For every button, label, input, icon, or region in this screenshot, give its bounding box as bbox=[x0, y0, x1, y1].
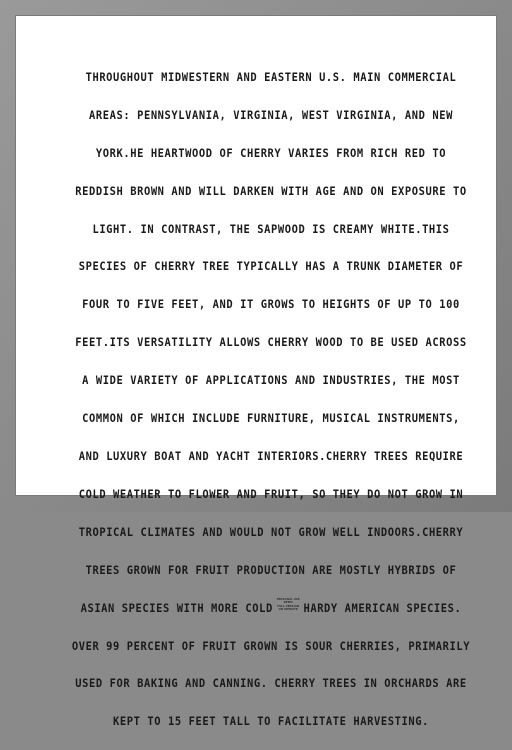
stamp-line: ON WEBSITE bbox=[278, 606, 298, 611]
paragraph-line: SPECIES OF CHERRY TREE TYPICALLY HAS A TRUNK DIAMETER OF bbox=[78, 259, 464, 274]
paragraph-line: AND LUXURY BOAT AND YACHT INTERIORS.CHERRY TREES REQUIRE bbox=[78, 449, 464, 464]
text-panel bbox=[15, 15, 497, 729]
stamp-line: PERSONAL USE bbox=[276, 597, 300, 602]
paragraph-line: FOUR TO FIVE FEET, AND IT GROWS TO HEIGHTS OF UP TO 100 bbox=[82, 297, 460, 312]
paragraph-line: USED FOR BAKING AND CANNING. CHERRY TREES IN ORCHARDS ARE bbox=[75, 676, 467, 691]
stamp-line: FULL VERSION bbox=[277, 603, 300, 608]
paragraph-line: LIGHT. IN CONTRAST, THE SAPWOOD IS CREAMY WHITE.THIS bbox=[92, 221, 450, 236]
paragraph-line: TROPICAL CLIMATES AND WOULD NOT GROW WELL INDOORS.CHERRY bbox=[78, 524, 464, 539]
paragraph-line: A WIDE VARIETY OF APPLICATIONS AND INDUSTRIES, THE MOST bbox=[82, 373, 460, 388]
demo-watermark-stamp bbox=[276, 598, 301, 614]
paragraph-line-part: HARDY AMERICAN SPECIES. bbox=[303, 600, 462, 615]
paragraph bbox=[64, 49, 478, 750]
paragraph-line: TREES GROWN FOR FRUIT PRODUCTION ARE MOSTLY HYBRIDS OF bbox=[85, 562, 457, 577]
paragraph-line-part: ASIAN SPECIES WITH MORE COLD bbox=[80, 600, 273, 615]
paragraph-line: COLD WEATHER TO FLOWER AND FRUIT, SO THEY DO NOT GROW IN bbox=[78, 486, 464, 501]
paragraph-line: REDDISH BROWN AND WILL DARKEN WITH AGE AND ON EXPOSURE TO bbox=[75, 183, 467, 198]
paragraph-line: KEPT TO 15 FEET TALL TO FACILITATE HARVESTING. bbox=[113, 714, 429, 729]
stamp-line: DEMO bbox=[283, 600, 293, 605]
paragraph-line: AREAS: PENNSYLVANIA, VIRGINIA, WEST VIRGINIA, AND NEW bbox=[89, 107, 453, 122]
paragraph-line: YORK.HE HEARTWOOD OF CHERRY VARIES FROM RICH RED TO bbox=[95, 145, 447, 160]
paragraph-line: COMMON OF WHICH INCLUDE FURNITURE, MUSICAL INSTRUMENTS, bbox=[82, 411, 460, 426]
paragraph-line: FEET.ITS VERSATILITY ALLOWS CHERRY WOOD TO BE USED ACROSS bbox=[75, 335, 467, 350]
paragraph-line: OVER 99 PERCENT OF FRUIT GROWN IS SOUR CHERRIES, PRIMARILY bbox=[71, 638, 471, 653]
paragraph-line: THROUGHOUT MIDWESTERN AND EASTERN U.S. MAIN COMMERCIAL bbox=[85, 69, 457, 84]
paragraph-line-with-stamp bbox=[64, 599, 478, 618]
